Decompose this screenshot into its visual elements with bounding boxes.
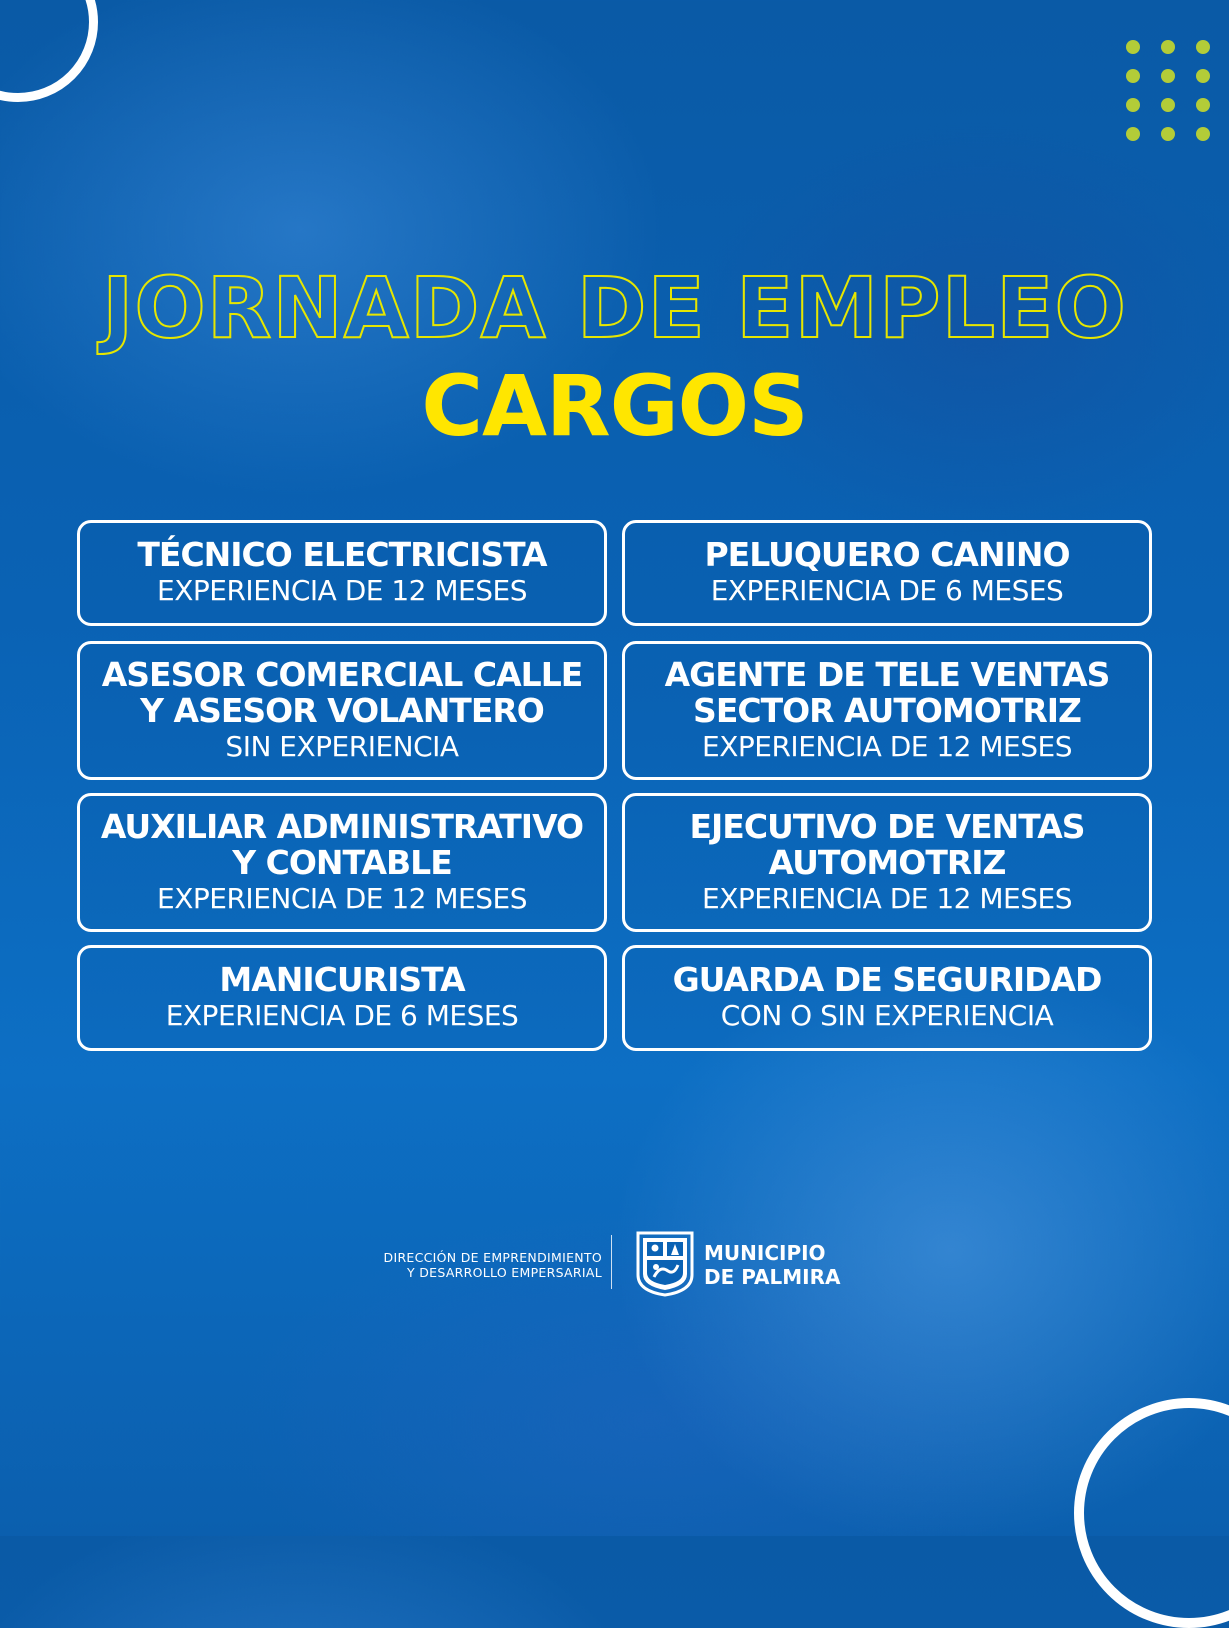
job-card-manicurista: [77, 945, 607, 1051]
decorative-ring-bottom: [1074, 1398, 1229, 1628]
job-role-line-2: AUTOMOTRIZ: [768, 842, 1006, 882]
dot: [1126, 127, 1140, 141]
job-card-guarda-seguridad: [622, 945, 1152, 1051]
job-role: GUARDA DE SEGURIDAD: [672, 960, 1102, 999]
job-role-line-1: EJECUTIVO DE VENTAS: [689, 806, 1085, 846]
job-role: MANICURISTA: [219, 960, 465, 999]
dot: [1196, 69, 1210, 83]
dot: [1161, 98, 1175, 112]
job-experience: EXPERIENCIA DE 12 MESES: [157, 574, 527, 607]
job-card-agente-tele-ventas: [622, 641, 1152, 780]
job-role-line-1: AGENTE DE TELE VENTAS: [664, 654, 1110, 694]
department-name: [330, 1250, 602, 1280]
dot: [1126, 69, 1140, 83]
dot: [1126, 40, 1140, 54]
job-experience: EXPERIENCIA DE 12 MESES: [157, 881, 527, 915]
dot: [1161, 69, 1175, 83]
job-experience: EXPERIENCIA DE 6 MESES: [710, 574, 1064, 607]
job-role-line-2: Y CONTABLE: [232, 842, 452, 882]
job-role: TÉCNICO ELECTRICISTA: [137, 535, 547, 574]
job-experience: CON O SIN EXPERIENCIA: [720, 999, 1054, 1032]
municipality-line-1: MUNICIPIO: [704, 1241, 826, 1265]
department-line-2: Y DESARROLLO EMPERSARIAL: [407, 1265, 602, 1280]
dot: [1161, 127, 1175, 141]
section-title: CARGOS: [421, 357, 808, 455]
municipality-crest-icon: [634, 1229, 696, 1297]
job-card-tecnico-electricista: [77, 520, 607, 626]
job-role-line-2: SECTOR AUTOMOTRIZ: [693, 690, 1081, 730]
dot: [1196, 98, 1210, 112]
job-experience: EXPERIENCIA DE 12 MESES: [702, 881, 1072, 915]
department-line-1: DIRECCIÓN DE EMPRENDIMIENTO: [383, 1250, 602, 1265]
job-experience: SIN EXPERIENCIA: [225, 729, 459, 763]
dot: [1126, 98, 1140, 112]
decorative-dot-grid: [1126, 40, 1210, 162]
municipality-line-2: DE PALMIRA: [704, 1265, 841, 1289]
dot: [1161, 40, 1175, 54]
job-card-auxiliar-administrativo: [77, 793, 607, 932]
dot: [1196, 127, 1210, 141]
job-role: PELUQUERO CANINO: [704, 535, 1070, 574]
job-role-line-1: ASESOR COMERCIAL CALLE: [101, 654, 583, 694]
municipality-name: [704, 1241, 884, 1289]
decorative-ring-top: [0, 0, 98, 102]
job-card-peluquero-canino: [622, 520, 1152, 626]
job-experience: EXPERIENCIA DE 12 MESES: [702, 729, 1072, 763]
job-role-line-1: AUXILIAR ADMINISTRATIVO: [100, 806, 584, 846]
job-card-asesor-comercial: [77, 641, 607, 780]
event-title: JORNADA DE EMPLEO: [102, 259, 1127, 357]
job-card-ejecutivo-ventas: [622, 793, 1152, 932]
dot: [1196, 40, 1210, 54]
footer-divider: [611, 1235, 612, 1289]
job-role-line-2: Y ASESOR VOLANTERO: [140, 690, 544, 730]
job-experience: EXPERIENCIA DE 6 MESES: [165, 999, 519, 1032]
